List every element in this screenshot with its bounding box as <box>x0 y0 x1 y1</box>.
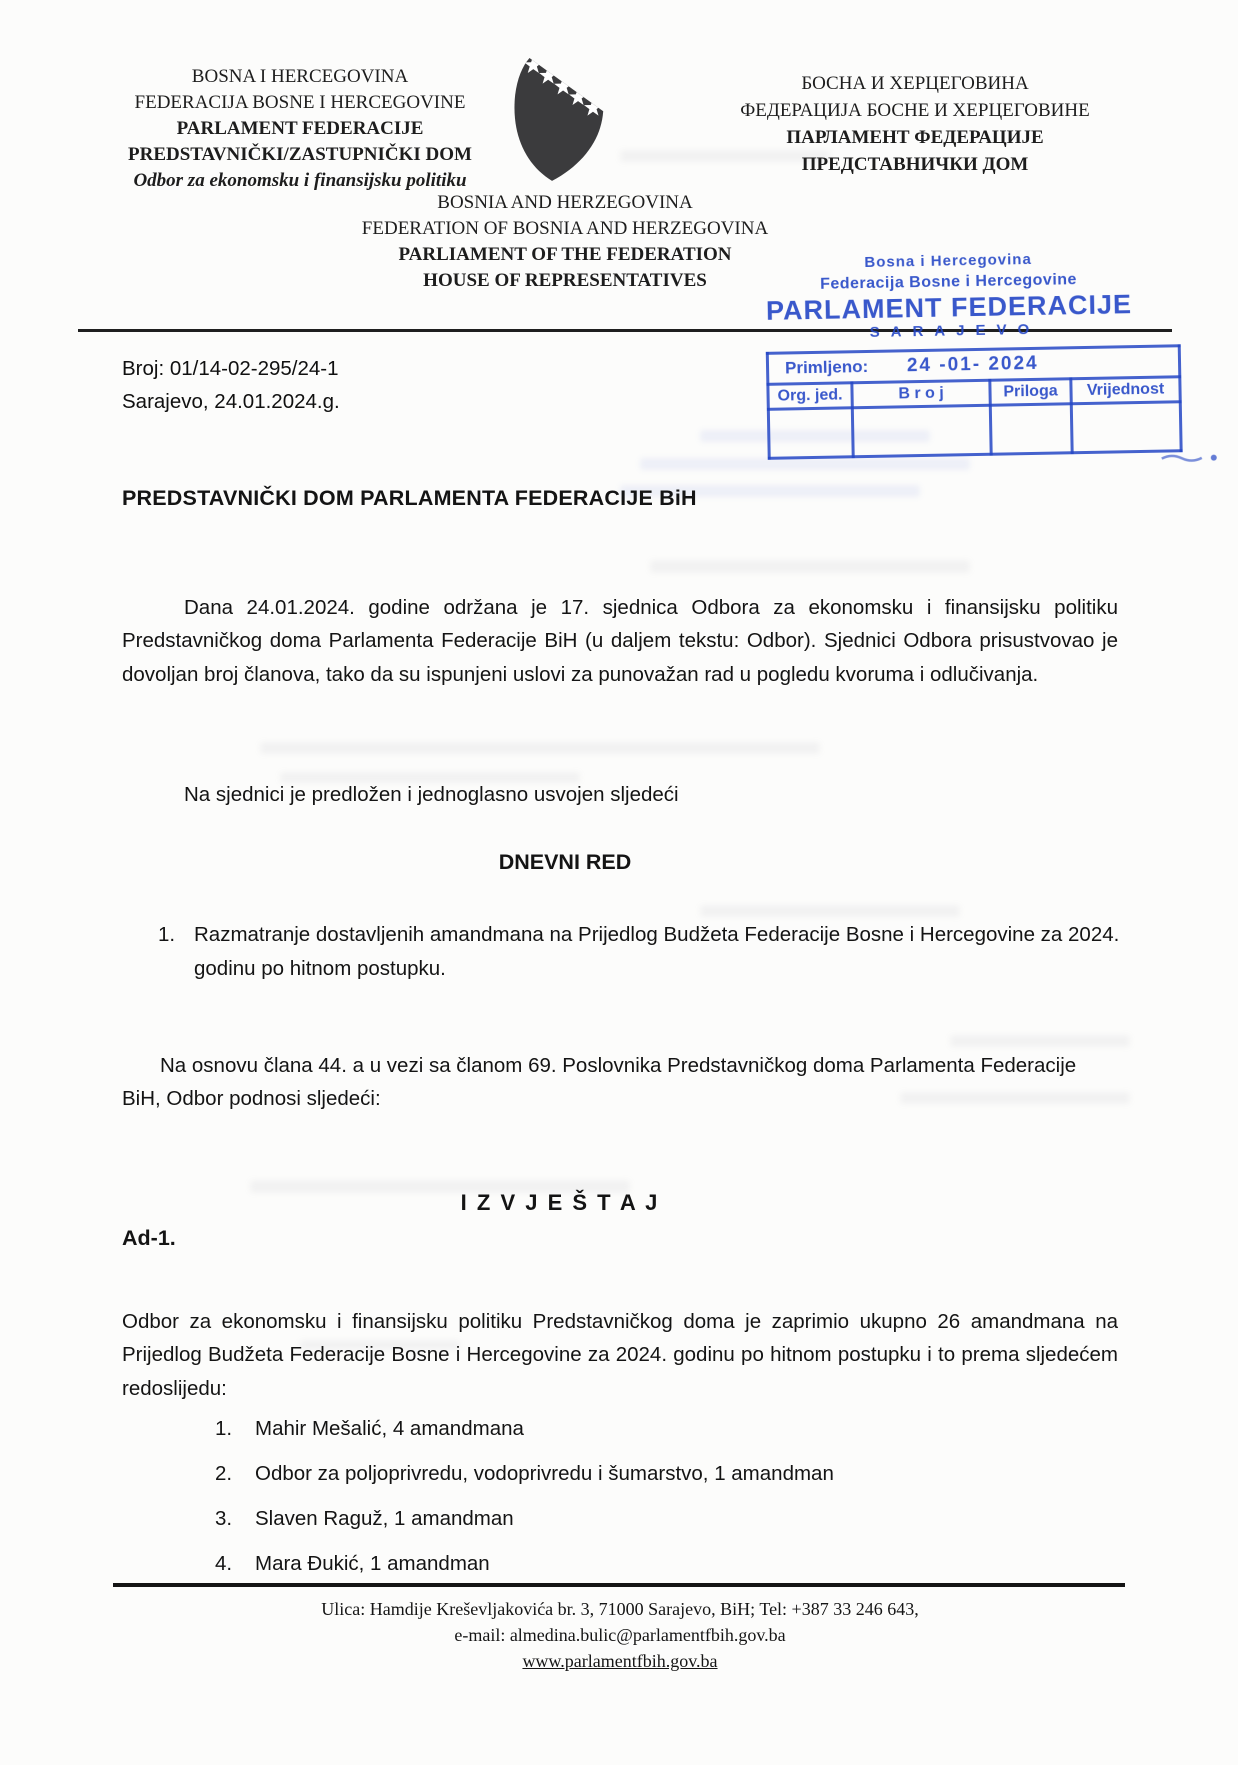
submitter-item: Mara Đukić, 1 amandman <box>255 1552 490 1575</box>
stamp-column-header: Vrijednost <box>1071 377 1180 404</box>
stamp-title: PARLAMENT FEDERACIJE <box>765 289 1133 326</box>
agenda-item: Razmatranje dostavljenih amandmana na Prijedlog Budžeta Federacije Bosne i Hercegovine za 2024. godinu po hitnom postupku. <box>194 923 1120 980</box>
stamp-column-header: B r o j <box>852 380 990 408</box>
stamp-empty-cell <box>768 408 853 459</box>
paragraph-legal-basis: Na osnovu člana 44. a u vezi sa članom 69. Poslovnika Predstavničkog doma Parlamenta Federacije BiH, Odbor podnosi sljedeći: <box>122 1053 1077 1110</box>
stamp-column-header: Priloga <box>990 379 1071 405</box>
header-cyrillic-line: ФЕДЕРАЦИЈА БОСНЕ И ХЕРЦЕГОВИНЕ <box>740 100 1090 121</box>
footer-divider-rule <box>113 1583 1125 1587</box>
header-english-line: BOSNIA AND HERZEGOVINA <box>437 192 693 213</box>
paragraph-agenda-intro: Na sjednici je predložen i jednoglasno usvojen sljedeći <box>184 782 679 806</box>
ad1-label: Ad-1. <box>122 1226 176 1250</box>
header-english-line: FEDERATION OF BOSNIA AND HERZEGOVINA <box>361 218 769 239</box>
bleedthrough-artifact <box>950 1035 1130 1047</box>
header-latin-line: FEDERACIJA BOSNE I HERCEGOVINE <box>134 92 466 113</box>
header-english-line: HOUSE OF REPRESENTATIVES <box>423 270 707 291</box>
stamp-received-date: 24 -01- 2024 <box>906 352 1039 377</box>
document-title: PREDSTAVNIČKI DOM PARLAMENTA FEDERACIJE BiH <box>122 486 697 510</box>
report-heading: I Z V J E Š T A J <box>460 1190 660 1215</box>
stamp-empty-cell <box>990 404 1072 454</box>
agenda-heading: DNEVNI RED <box>498 850 632 874</box>
stamp-ink-tail <box>1160 451 1226 464</box>
submitter-item: Odbor za poljoprivredu, vodoprivredu i šumarstvo, 1 amandman <box>255 1462 834 1485</box>
stamp-column-header: Org. jed. <box>768 383 852 410</box>
paragraph-session-intro: Dana 24.01.2024. godine održana je 17. sjednica Odbora za ekonomsku i finansijsku politiku Predstavničkog doma Parlamenta Federacije BiH (u daljem tekstu: Odbor). Sjednici Odbora prisustvovao je dovoljan broj članova, tako da su ispunjeni uslovi za punovažan rad u pogledu kvoruma i odlučivanja. <box>122 595 1118 686</box>
footer-website: www.parlamentfbih.gov.ba <box>522 1651 718 1671</box>
bleedthrough-artifact <box>650 560 970 573</box>
header-latin-line: PARLAMENT FEDERACIJE <box>176 118 424 139</box>
header-cyrillic-line: БОСНА И ХЕРЦЕГОВИНА <box>801 73 1029 94</box>
footer-address-phone: Ulica: Hamdije Kreševljakovića br. 3, 71000 Sarajevo, BiH; Tel: +387 33 246 643, <box>321 1599 919 1619</box>
header-cyrillic-line: ПРЕДСТАВНИЧКИ ДОМ <box>801 154 1029 175</box>
bleedthrough-artifact <box>700 905 960 917</box>
header-cyrillic-line: ПАРЛАМЕНТ ФЕДЕРАЦИЈЕ <box>786 127 1044 148</box>
paragraph-amendments-summary: Odbor za ekonomsku i finansijsku politiku Predstavničkog doma je zaprimio ukupno 26 amandmana na Prijedlog Budžeta Federacije Bosne i Hercegovine za 2024. godinu po hitnom postupku i to prema sljedećem redoslijedu: <box>122 1309 1118 1400</box>
bleedthrough-artifact <box>260 742 820 754</box>
reference-number: Broj: 01/14-02-295/24-1 <box>122 357 339 380</box>
submitters-list <box>215 1412 1115 1592</box>
stamp-empty-cell <box>1071 402 1181 453</box>
stamp-line: Bosna i Hercegovina <box>864 250 1032 272</box>
header-latin-line: PREDSTAVNIČKI/ZASTUPNIČKI DOM <box>128 144 472 165</box>
stamp-receipt-table <box>766 344 1183 460</box>
header-cyrillic-block <box>662 70 1168 178</box>
footer-block <box>64 1596 1176 1674</box>
reference-place-date: Sarajevo, 24.01.2024.g. <box>122 390 340 413</box>
header-latin-block <box>76 64 524 194</box>
stamp-received-label: Primljeno: <box>784 356 869 378</box>
footer-email: e-mail: almedina.bulic@parlamentfbih.gov.ba <box>454 1625 786 1645</box>
stamp-city: SARAJEVO <box>869 320 1041 341</box>
header-latin-line: BOSNA I HERCEGOVINA <box>191 66 409 87</box>
submitter-item: Mahir Mešalić, 4 amandmana <box>255 1417 524 1440</box>
receipt-stamp <box>702 247 1198 461</box>
header-english-line: PARLIAMENT OF THE FEDERATION <box>398 244 732 265</box>
submitter-item: Slaven Raguž, 1 amandman <box>255 1507 514 1530</box>
bleedthrough-artifact <box>640 458 970 470</box>
reference-block <box>122 352 340 418</box>
committee-name: Odbor za ekonomsku i finansijsku politiku <box>133 170 467 191</box>
coat-of-arms-icon <box>494 56 608 184</box>
stamp-empty-cell <box>852 405 991 457</box>
bleedthrough-artifact <box>280 772 580 783</box>
agenda-list <box>158 918 1123 985</box>
stamp-line: Federacija Bosne i Hercegovine <box>819 271 1078 293</box>
